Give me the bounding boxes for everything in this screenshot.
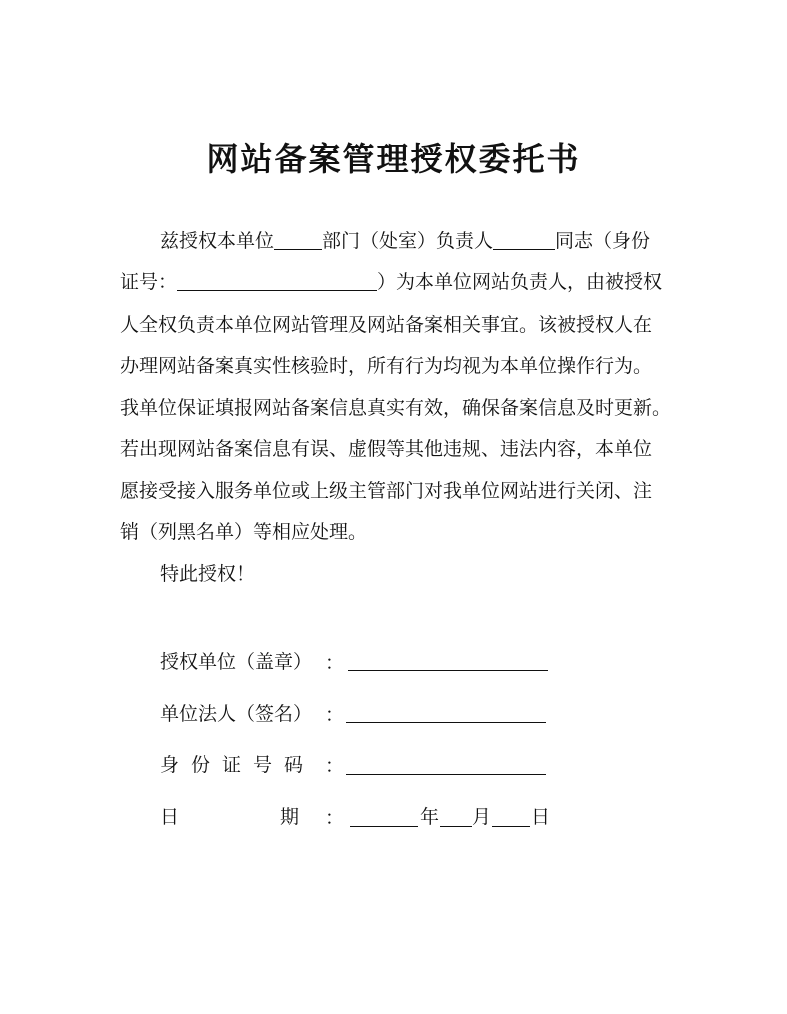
colon: ： <box>325 704 345 726</box>
para-line-5: 我单位保证填报网站备案信息真实有效，确保备案信息及时更新。 <box>120 397 672 419</box>
authorizing-unit-line <box>348 669 548 671</box>
colon: ： <box>325 652 345 674</box>
para-line-1 <box>160 229 650 253</box>
date-label-day: 日 <box>160 806 180 828</box>
para-line-4: 办理网站备案真实性核验时，所有行为均视为本单位操作行为。 <box>120 355 653 377</box>
legal-rep-label: 单位法人（签名） <box>160 703 313 725</box>
para-text: ）为本单位网站负责人，由被授权 <box>377 271 663 293</box>
month-text: 月 <box>472 806 492 828</box>
day-line <box>492 825 530 827</box>
para-line-3: 人全权负责本单位网站管理及网站备案相关事宜。该被授权人在 <box>120 314 653 336</box>
day-text: 日 <box>531 806 551 828</box>
para-line-7: 愿接受接入服务单位或上级主管部门对我单位网站进行关闭、注 <box>120 480 653 502</box>
legal-rep-line <box>346 721 546 723</box>
month-line <box>440 825 472 827</box>
para-line-8: 销（列黑名单）等相应处理。 <box>120 521 368 543</box>
date-label-period: 期 <box>280 806 300 828</box>
year-text: 年 <box>420 806 440 828</box>
para-text: 部门（处室）负责人 <box>322 230 494 252</box>
para-text: 同志（身份 <box>555 230 651 252</box>
department-blank <box>274 229 322 250</box>
para-text: 证号： <box>120 271 178 293</box>
para-text: 兹授权本单位 <box>160 230 275 252</box>
colon: ： <box>325 755 345 777</box>
para-line-6: 若出现网站备案信息有误、虚假等其他违规、违法内容，本单位 <box>120 438 653 460</box>
id-number-label: 身份证号码 <box>160 754 316 776</box>
colon: ： <box>325 807 345 829</box>
id-number-blank <box>177 270 377 291</box>
closing-text: 特此授权！ <box>160 563 256 585</box>
para-line-2 <box>120 270 662 294</box>
document-title: 网站备案管理授权委托书 <box>206 140 581 178</box>
person-name-blank <box>493 229 555 250</box>
authorizing-unit-label: 授权单位（盖章） <box>160 651 313 673</box>
year-line <box>350 825 418 827</box>
id-number-line <box>346 773 546 775</box>
